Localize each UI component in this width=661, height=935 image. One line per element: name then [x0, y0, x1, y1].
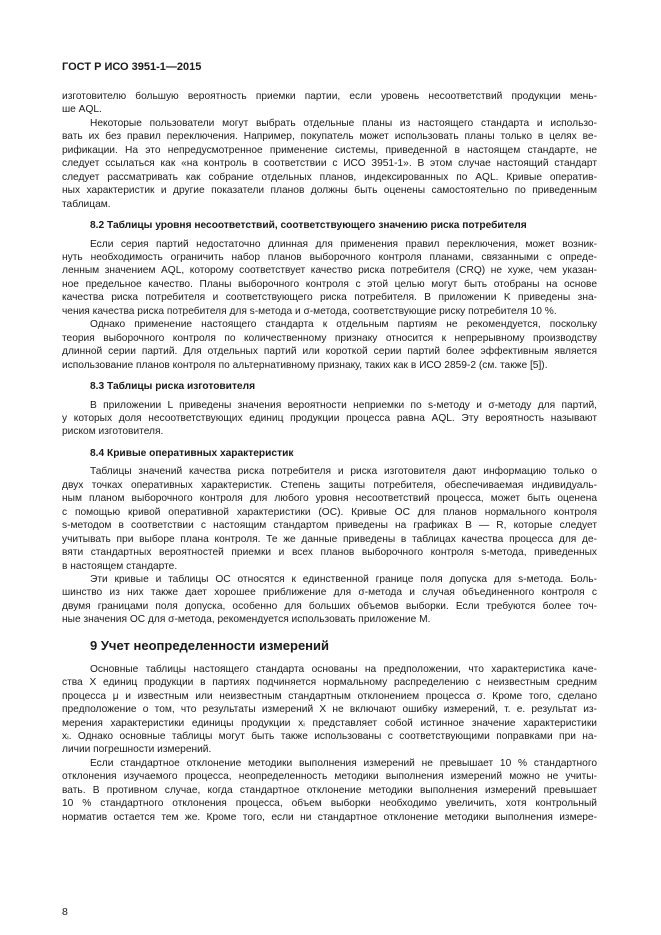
- paragraph: [62, 465, 597, 573]
- text-line: нуть необходимость ограничить набор планов выборочного контроля планами, связанными с опреде-: [62, 251, 597, 263]
- text-line: ное предельное качество. Планы выборочного контроля с этой целью могут быть отобраны на основе: [62, 278, 597, 290]
- text-line: Однако применение настоящего стандарта к отдельным партиям не рекомендуется, поскольку: [90, 319, 597, 331]
- paragraph: [62, 663, 597, 757]
- text-line: у которых доля несоответствующих единиц продукции процесса равна AQL. Эту вероятность называют: [62, 412, 597, 424]
- text-line: с помощью кривой оперативной характеристики (ОС). Кривые ОС для планов нормального контроля: [62, 506, 597, 518]
- text-line: вать их без правил переключения. Например, покупатель может использовать планы только в целях ве-: [62, 131, 597, 143]
- text-line: ные значения ОС для σ-метода, рекомендуется использовать приложение M.: [62, 614, 431, 626]
- text-line: изготовителю большую вероятность приемки партии, если уровень несоответствий продукции мень-: [62, 91, 597, 102]
- text-line: в настоящем стандарте.: [62, 560, 178, 572]
- text-line: Основные таблицы настоящего стандарта основаны на предположении, что характеристика каче-: [90, 663, 597, 675]
- paragraph: [62, 399, 597, 439]
- text-line: ным планом выборочного контроля для любого уровня несоответствий процесса, может быть оценена: [62, 493, 597, 505]
- text-line: ства X единиц продукции в партиях подчиняется нормальному распределению с неизвестным средним: [62, 677, 597, 689]
- paragraph: [62, 117, 597, 211]
- text-line: xᵢ. Однако основные таблицы могут быть также использованы с соответствующими поправками при на-: [62, 731, 597, 743]
- text-line: процесса μ и известным или неизвестным стандартным отклонением процесса σ. Кроме того, сделано: [62, 690, 597, 702]
- text-line: личии погрешности измерений.: [62, 744, 212, 756]
- text-line: предположение о том, что результаты измерений X не включают ошибку измерений, т. е. результат из-: [62, 704, 597, 716]
- section-heading: 9 Учет неопределенности измерений: [90, 637, 330, 653]
- text-line: двумя границами поля допуска, особенно для больших объемов выборки. Если требуются более точ-: [62, 600, 597, 612]
- text-line: использование планов контроля по альтернативному признаку, таких как в ИСО 2859-2 (см. также [5]).: [62, 359, 548, 371]
- text-line: s-методом в соответствии с настоящим стандартом приведены на графиках B — R, которые следует: [62, 520, 597, 532]
- text-line: 10 % стандартного отклонения процесса, объем выборки необходимо увеличить, хотя контрольный: [62, 798, 597, 810]
- text-line: чения качества риска потребителя для s-метода и σ-метода, соответствующие риску потребителя 10 %.: [62, 305, 557, 317]
- paragraph: [62, 573, 597, 627]
- text-line: следует ссылаться как «на контроль в соответствии с ИСО 3951-1». В этом случае настоящий стандарт: [62, 158, 597, 170]
- subsection-heading: 8.3 Таблицы риска изготовителя: [90, 381, 256, 393]
- text-line: теория выборочного контроля по количественному признаку относится к непрерывному производству: [62, 332, 597, 344]
- text-line: таблицам.: [62, 198, 111, 210]
- text-line: вать. В противном случае, когда стандартное отклонение методики выполнения измерений превышает: [62, 784, 597, 796]
- paragraph: [62, 318, 597, 372]
- text-line: Если серия партий недостаточно длинная для применения правил переключения, может возник-: [90, 238, 597, 250]
- text-line: норматив остается тем же. Кроме того, если ни стандартное отклонение методики выполнения измере-: [62, 811, 597, 823]
- text-line: двух точках оперативных характеристик. Степень защиты потребителя, обеспечиваемая индивидуаль-: [62, 479, 597, 491]
- subsection-heading: 8.4 Кривые оперативных характеристик: [90, 447, 294, 459]
- text-line: Эти кривые и таблицы ОС относятся к единственной границе поля допуска для s-метода. Боль-: [90, 573, 597, 585]
- text-line: шинство из них также дает хорошее приближение для σ-метода и случая объединенного контроля с: [62, 587, 597, 599]
- text-line: риском изготовителя.: [62, 426, 164, 438]
- text-line: Некоторые пользователи могут выбрать отдельные планы из настоящего стандарта и использо-: [90, 117, 597, 129]
- text-line: вяти стандартных вероятностей приемки и всех планов выборочного контроля s-метода, приведенных: [62, 547, 597, 559]
- text-line: Если стандартное отклонение методики выполнения измерений не превышает 10 % стандартного: [90, 757, 597, 769]
- document-header: ГОСТ Р ИСО 3951-1—2015: [62, 61, 202, 73]
- text-line: Таблицы значений качества риска потребителя и риска изготовителя дают информацию только о: [90, 466, 597, 478]
- text-line: мерения характеристики единицы продукции xᵢ представляет собой истинное значение характеристики: [62, 717, 597, 729]
- text-line: ше AQL.: [62, 104, 102, 116]
- page-number: 8: [62, 906, 68, 918]
- text-line: ленным значением AQL, которому соответствует качество риска потребителя (CRQ) не хуже, чем указан-: [62, 265, 597, 277]
- text-line: ных характеристик и другие показатели планов должны быть оценены самостоятельно по приведенным: [62, 185, 597, 197]
- text-line: длинной серии партий. Для отдельных партий или короткой серии партий более эффективным является: [62, 346, 597, 358]
- paragraph: [62, 238, 597, 319]
- text-line: качества риска потребителя и соответствующего риска потребителя. В приложении K приведены зна-: [62, 292, 597, 304]
- text-line: В приложении L приведены значения вероятности неприемки по s-методу и σ-методу для партий,: [90, 399, 597, 411]
- paragraph: [62, 757, 597, 824]
- text-line: отклонения изучаемого процесса, неопределенность методики выполнения измерений можно не учиты-: [62, 771, 597, 783]
- subsection-heading: 8.2 Таблицы уровня несоответствий, соответствующего значению риска потребителя: [90, 220, 527, 232]
- text-line: учитывать при выборе плана контроля. Те же данные приведены в таблицах качества процесса для де-: [62, 533, 597, 545]
- text-line: рификации. На это непредусмотренное применение системы, приведенной в настоящем стандарте, не: [62, 144, 597, 156]
- text-line: следует рассматривать как собрание отдельных планов, индексированных по AQL. Кривые оператив-: [62, 171, 597, 183]
- paragraph: [62, 90, 597, 117]
- document-body: [62, 90, 597, 824]
